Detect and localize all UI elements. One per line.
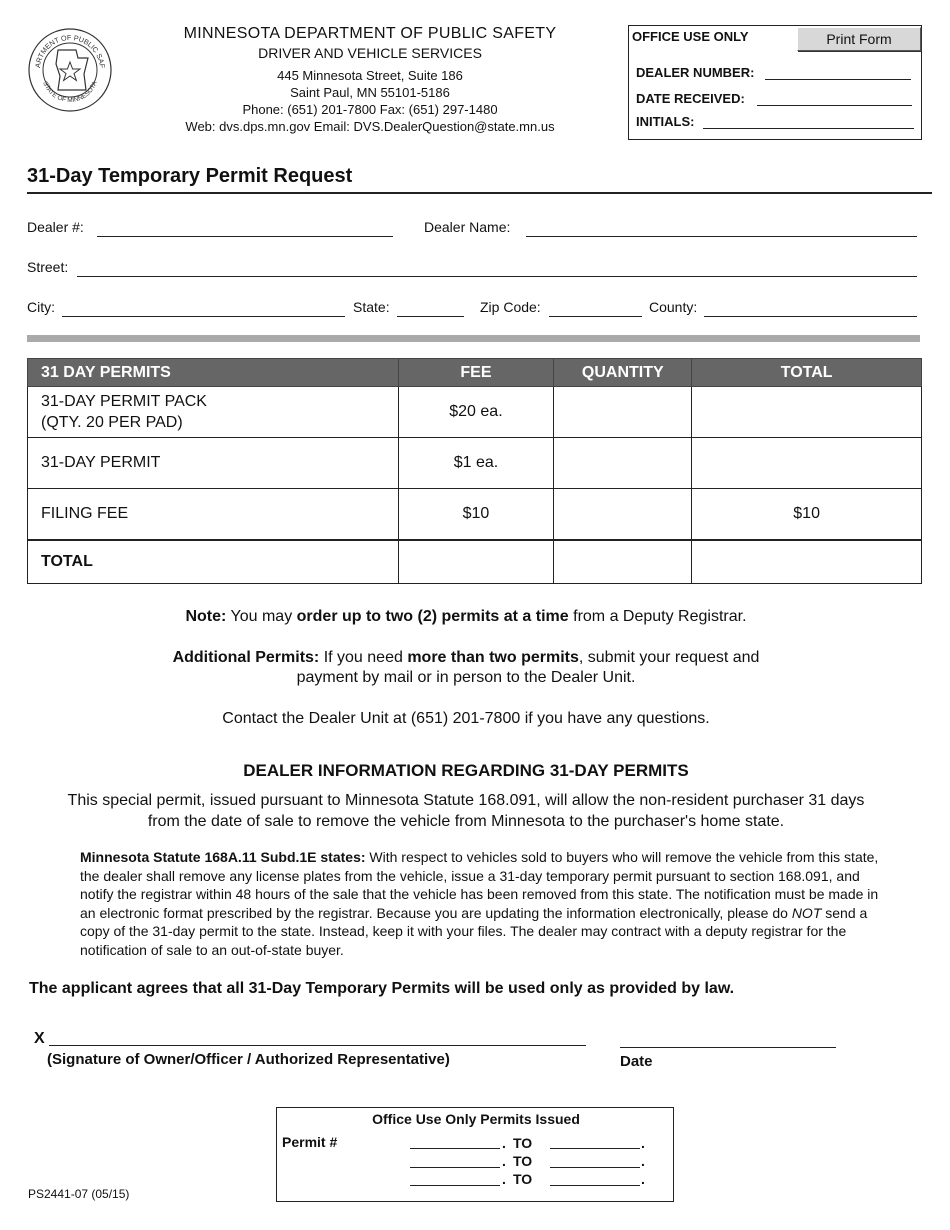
signature-label: (Signature of Owner/Officer / Authorized Representative) (47, 1051, 450, 1068)
office-use-box (628, 25, 922, 140)
permit-pack-fee: $20 ea. (398, 387, 554, 438)
signature-x-mark: X (34, 1030, 45, 1047)
permit-dot: . (502, 1135, 506, 1151)
note-text-1: You may (226, 608, 297, 625)
dealer-number-label: DEALER NUMBER: (636, 65, 755, 80)
note-label: Note: (185, 608, 227, 625)
svg-text:DEPARTMENT OF PUBLIC SAFETY (28, 28, 107, 69)
phone-fax: Phone: (651) 201-7800 Fax: (651) 297-1480 (242, 102, 498, 117)
permits-issued-box (276, 1107, 674, 1202)
permit-dot: . (641, 1135, 645, 1151)
division-name: DRIVER AND VEHICLE SERVICES (258, 45, 482, 61)
city-input[interactable] (62, 316, 345, 317)
permit-to-1[interactable] (550, 1148, 640, 1149)
permit-to-3[interactable] (550, 1185, 640, 1186)
filing-fee-fee: $10 (398, 489, 554, 541)
section-divider (27, 335, 920, 342)
permit-dot: . (641, 1153, 645, 1169)
initials-label: INITIALS: (636, 114, 695, 129)
permit-to-2[interactable] (550, 1167, 640, 1168)
county-input[interactable] (704, 316, 917, 317)
total-label: TOTAL (28, 540, 399, 584)
total-fee-cell (398, 540, 554, 584)
table-total-row (28, 540, 922, 584)
filing-fee-item: FILING FEE (28, 489, 399, 541)
additional-text-2: , submit your request and (578, 649, 760, 666)
form-number: PS2441-07 (05/15) (28, 1187, 130, 1201)
additional-permits-label: Additional Permits: (172, 649, 320, 666)
title-rule (27, 192, 932, 194)
filing-fee-total: $10 (692, 489, 922, 541)
state-label: State: (353, 299, 390, 315)
note-text-2: from a Deputy Registrar. (568, 608, 747, 625)
svg-text:STATE OF MINNESOTA (41, 80, 99, 104)
table-header-row (28, 359, 922, 387)
agreement-statement: The applicant agrees that all 31-Day Temporary Permits will be used only as provided by law. (29, 980, 735, 997)
permits-issued-title: Office Use Only Permits Issued (372, 1111, 580, 1127)
signature-line[interactable] (49, 1045, 586, 1046)
address-line-1: 445 Minnesota Street, Suite 186 (277, 68, 463, 83)
statute-label: Minnesota Statute 168A.11 Subd.1E states: (80, 849, 366, 865)
permit-dot: . (502, 1171, 506, 1187)
permit-dot: . (641, 1171, 645, 1187)
date-line[interactable] (620, 1047, 836, 1048)
web-email: Web: dvs.dps.mn.gov Email: DVS.DealerQuestion@state.mn.us (185, 119, 555, 134)
single-permit-fee: $1 ea. (398, 438, 554, 489)
permit-pack-quantity-input[interactable] (554, 387, 692, 438)
permit-pack-total-input[interactable] (692, 387, 922, 438)
dealer-info-intro: This special permit, issued pursuant to Minnesota Statute 168.091, will allow the non-resident purchaser 31 days from the date of sale to remove the vehicle from Minnesota to the purchaser's home state. (67, 792, 865, 830)
print-form-button[interactable]: Print Form (797, 27, 921, 51)
permit-from-2[interactable] (410, 1167, 500, 1168)
col-header-total: TOTAL (692, 359, 922, 387)
single-permit-quantity-input[interactable] (554, 438, 692, 489)
office-use-title: OFFICE USE ONLY (632, 29, 749, 44)
dealer-number-input[interactable] (97, 236, 393, 237)
initials-field[interactable] (703, 128, 914, 129)
to-label-3: TO (513, 1171, 533, 1187)
dealer-number-field-label: Dealer #: (27, 219, 84, 235)
permit-from-3[interactable] (410, 1185, 500, 1186)
col-header-permits: 31 DAY PERMITS (28, 359, 399, 387)
date-label: Date (620, 1053, 653, 1070)
statute-emphasis: NOT (791, 904, 822, 921)
permit-pack-qty-note: (QTY. 20 PER PAD) (41, 414, 183, 431)
permit-pack-name: 31-DAY PERMIT PACK (41, 393, 207, 410)
permit-dot: . (502, 1153, 506, 1169)
single-permit-total-input[interactable] (692, 438, 922, 489)
grand-total-input[interactable] (692, 540, 922, 584)
seal-text-bottom: STATE OF MINNESOTA (41, 80, 99, 105)
state-seal (28, 28, 112, 112)
permit-from-1[interactable] (410, 1148, 500, 1149)
total-quantity-input[interactable] (554, 540, 692, 584)
additional-text-1: If you need (319, 649, 408, 666)
filing-fee-quantity-input[interactable] (554, 489, 692, 541)
dealer-info-heading: DEALER INFORMATION REGARDING 31-DAY PERMITS (243, 761, 689, 780)
zip-input[interactable] (549, 316, 642, 317)
permit-fee-table (27, 358, 922, 584)
to-label-2: TO (513, 1153, 533, 1169)
street-input[interactable] (77, 276, 917, 277)
permit-number-label: Permit # (282, 1134, 338, 1150)
additional-permits-paragraph (27, 648, 905, 688)
form-title: 31-Day Temporary Permit Request (27, 165, 353, 187)
dealer-name-label: Dealer Name: (424, 219, 511, 235)
col-header-quantity: QUANTITY (554, 359, 692, 387)
to-label-1: TO (513, 1135, 533, 1151)
statute-paragraph (80, 848, 880, 960)
date-received-field[interactable] (757, 105, 912, 106)
note-emphasis: order up to two (2) permits at a time (296, 608, 569, 625)
zip-label: Zip Code: (480, 299, 541, 315)
agency-contact (140, 67, 600, 135)
statute-text-2: send a copy of the 31-day permit to the state. Instead, keep it with your files. The dealer may contract with a deputy registrar for the notification of sale to an out-of-state buyer. (80, 904, 868, 958)
statute-text-1: With respect to vehicles sold to buyers who will remove the vehicle from this state, the dealer shall remove any license plates from the vehicle, issue a 31-day temporary permit pursuant to section 168.091, and notify the registrar within 48 hours of the sale that the vehicle has been removed from this state. The notification must be made in an electronic format prescribed by the registrar. Because you are updating the information electronically, please do (80, 849, 879, 921)
city-label: City: (27, 299, 55, 315)
state-input[interactable] (397, 316, 464, 317)
additional-text-3: payment by mail or in person to the Dealer Unit. (296, 669, 636, 686)
table-row (28, 387, 922, 438)
dealer-number-field[interactable] (765, 79, 911, 80)
seal-text-top: ARTMENT OF PUBLIC SAF (33, 32, 107, 69)
agency-name: MINNESOTA DEPARTMENT OF PUBLIC SAFETY (183, 25, 557, 42)
dealer-name-input[interactable] (526, 236, 917, 237)
street-label: Street: (27, 259, 69, 275)
table-row (28, 438, 922, 489)
additional-emphasis: more than two permits (407, 649, 579, 666)
table-row (28, 489, 922, 541)
address-line-2: Saint Paul, MN 55101-5186 (290, 85, 450, 100)
permit-pack-item (28, 387, 399, 438)
note-paragraph (27, 607, 905, 627)
contact-paragraph: Contact the Dealer Unit at (651) 201-7800 if you have any questions. (222, 710, 710, 727)
county-label: County: (649, 299, 698, 315)
date-received-label: DATE RECEIVED: (636, 91, 745, 106)
col-header-fee: FEE (398, 359, 554, 387)
single-permit-item: 31-DAY PERMIT (28, 438, 399, 489)
